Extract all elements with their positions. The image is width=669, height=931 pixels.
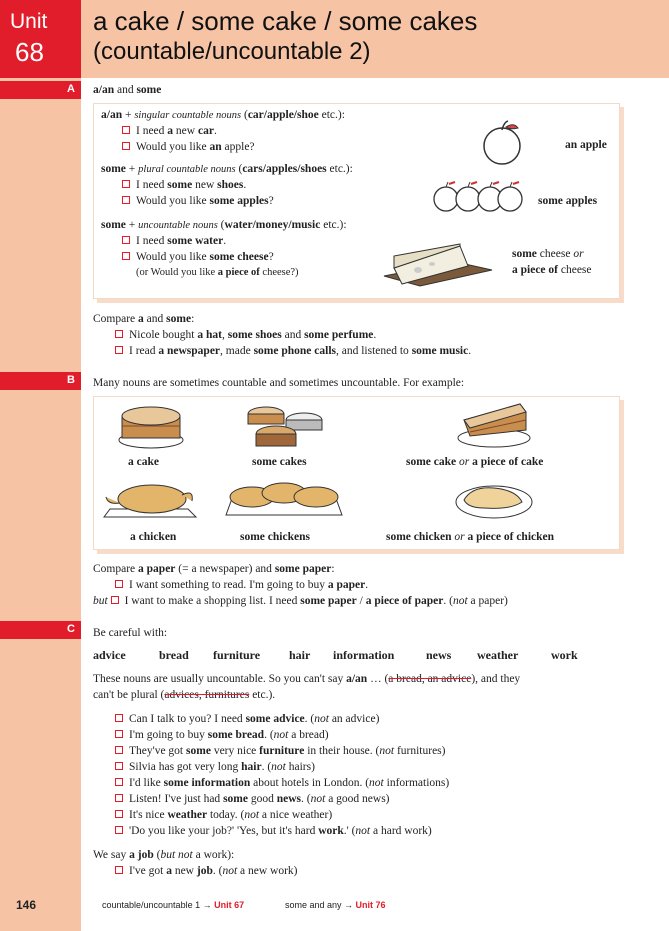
rule-a-an: a/an + singular countable nouns (car/apple/shoe etc.):	[101, 109, 345, 121]
chicken-icon	[100, 475, 200, 523]
cake-slice-icon	[454, 398, 534, 450]
page-title: a cake / some cake / some cakes	[93, 6, 478, 36]
paragraph-line: can't be plural (advices, furnitures etc.).	[93, 689, 276, 701]
section-c-careful: Be careful with:	[93, 627, 168, 639]
bullet-box-icon	[122, 180, 130, 188]
label-a-chicken: a chicken	[130, 531, 177, 543]
example-line: I'm going to buy some bread. (not a bread)	[115, 728, 329, 742]
cake-icon	[116, 400, 186, 452]
noun-word: information	[333, 648, 395, 662]
section-b-intro: Many nouns are sometimes countable and sometimes uncountable. For example:	[93, 377, 465, 389]
compare-a-some: Compare a and some:	[93, 313, 195, 325]
bullet-box-icon	[115, 714, 123, 722]
bullet-box-icon	[115, 346, 123, 354]
example-line: I need some water.	[122, 234, 226, 248]
example-line: Would you like some cheese?	[122, 250, 274, 264]
noun-word: advice	[93, 648, 126, 662]
example-line: Would you like an apple?	[122, 140, 255, 154]
example-line: I've got a new job. (not a new work)	[115, 864, 298, 878]
example-line: Silvia has got very long hair. (not hairs)	[115, 760, 315, 774]
apples-icon	[432, 180, 524, 214]
label-some-cheese: some cheese or	[512, 248, 584, 260]
label-piece-of-cheese: a piece of cheese	[512, 264, 592, 276]
label-a-cake: a cake	[128, 456, 159, 468]
example-line: It's nice weather today. (not a nice weather)	[115, 808, 332, 822]
example-line: I read a newspaper, made some phone calls, and listened to some music.	[115, 344, 471, 358]
example-line: (or Would you like a piece of cheese?)	[136, 267, 299, 278]
unit-number: 68	[15, 37, 44, 67]
section-a-marker: A	[0, 81, 81, 99]
page-subtitle: (countable/uncountable 2)	[93, 38, 371, 65]
apple-icon	[480, 118, 528, 168]
bullet-box-icon	[122, 142, 130, 150]
noun-word: hair	[289, 648, 311, 662]
cross-reference-2[interactable]: some and any → Unit 76	[285, 900, 386, 910]
example-line: Can I talk to you? I need some advice. (not an advice)	[115, 712, 379, 726]
noun-word: news	[426, 648, 452, 662]
bullet-box-icon	[115, 826, 123, 834]
section-a-heading: a/an and some	[93, 84, 162, 96]
bullet-box-icon	[122, 126, 130, 134]
section-b-marker: B	[0, 372, 81, 390]
example-line: Listen! I've just had some good news. (not a good news)	[115, 792, 390, 806]
bullet-box-icon	[115, 810, 123, 818]
bullet-box-icon	[115, 794, 123, 802]
example-line: but I want to make a shopping list. I need some paper / a piece of paper. (not a paper)	[93, 595, 508, 607]
bullet-box-icon	[115, 330, 123, 338]
rule-some-uncountable: some + uncountable nouns (water/money/music etc.):	[101, 219, 347, 231]
label-an-apple: an apple	[565, 139, 607, 151]
example-line: Would you like some apples?	[122, 194, 274, 208]
label-some-chickens: some chickens	[240, 531, 310, 543]
rule-some-plural: some + plural countable nouns (cars/apples/shoes etc.):	[101, 163, 353, 175]
example-line: They've got some very nice furniture in their house. (not furnitures)	[115, 744, 446, 758]
bullet-box-icon	[122, 196, 130, 204]
bullet-box-icon	[122, 236, 130, 244]
job-note: We say a job (but not a work):	[93, 849, 235, 861]
paragraph-line: These nouns are usually uncountable. So you can't say a/an … (a bread, an advice), and they	[93, 673, 521, 685]
noun-word: furniture	[213, 648, 261, 662]
example-line: I want something to read. I'm going to buy a paper.	[115, 578, 368, 592]
bullet-box-icon	[111, 596, 119, 604]
example-line: I need a new car.	[122, 124, 217, 138]
example-line: Nicole bought a hat, some shoes and some perfume.	[115, 328, 376, 342]
unit-badge	[0, 0, 81, 78]
noun-word: work	[551, 648, 578, 662]
section-c-marker: C	[0, 621, 81, 639]
chicken-piece-icon	[454, 478, 534, 522]
unit-label: Unit	[10, 10, 48, 33]
chickens-icon	[222, 475, 346, 523]
label-piece-of-cake: some cake or a piece of cake	[406, 456, 544, 468]
bullet-box-icon	[115, 730, 123, 738]
label-some-cakes: some cakes	[252, 456, 307, 468]
cheese-icon	[380, 240, 496, 290]
bullet-box-icon	[115, 746, 123, 754]
example-line: 'Do you like your job?' 'Yes, but it's hard work.' (not a hard work)	[115, 824, 432, 838]
label-some-apples: some apples	[538, 195, 598, 207]
page-number: 146	[16, 898, 37, 912]
noun-word: bread	[159, 648, 189, 662]
compare-paper: Compare a paper (= a newspaper) and some paper:	[93, 563, 335, 575]
left-margin-band	[0, 0, 81, 931]
cakes-icon	[244, 398, 328, 454]
cross-reference-1[interactable]: countable/uncountable 1 → Unit 67	[102, 900, 245, 910]
bullet-box-icon	[122, 252, 130, 260]
label-piece-of-chicken: some chicken or a piece of chicken	[386, 531, 555, 543]
noun-word: weather	[477, 648, 519, 662]
bullet-box-icon	[115, 762, 123, 770]
bullet-box-icon	[115, 778, 123, 786]
title-band	[81, 0, 669, 78]
bullet-box-icon	[115, 866, 123, 874]
example-line: I'd like some information about hotels in London. (not informations)	[115, 776, 449, 790]
example-line: I need some new shoes.	[122, 178, 246, 192]
bullet-box-icon	[115, 580, 123, 588]
